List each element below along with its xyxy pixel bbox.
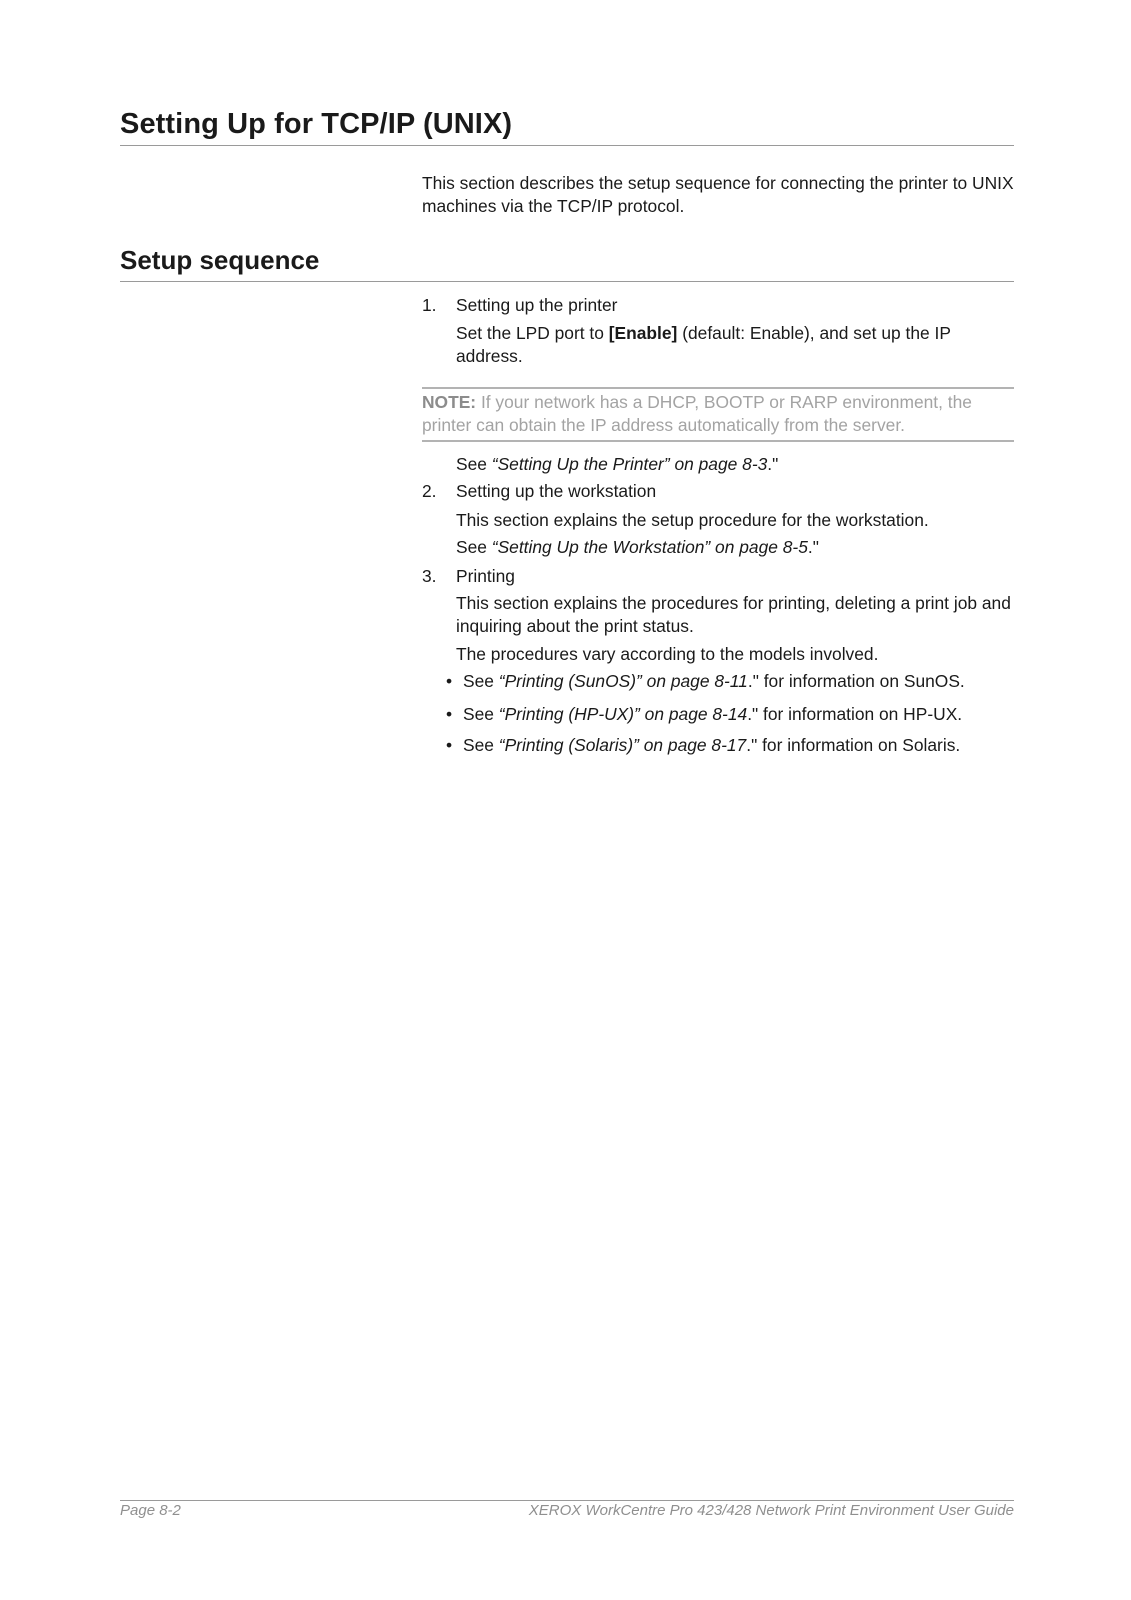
bullet-item	[463, 703, 1023, 726]
step-title: Printing	[456, 566, 515, 586]
reference-link[interactable]: “Setting Up the Printer” on page 8-3	[491, 454, 768, 474]
text-run: See	[463, 704, 499, 724]
footer-divider	[120, 1500, 1014, 1501]
reference-link[interactable]: “Printing (Solaris)” on page 8-17	[498, 735, 747, 755]
step-description: This section explains the procedures for printing, deleting a print job and inquiring about the print status.	[456, 593, 1011, 636]
section-heading: Setup sequence	[120, 245, 1014, 282]
step-description	[456, 322, 1016, 368]
reference-link[interactable]: “Printing (HP-UX)” on page 8-14	[498, 704, 748, 724]
reference-link[interactable]: “Setting Up the Workstation” on page 8-5	[491, 537, 808, 557]
note-box	[422, 387, 1014, 442]
bullet-item	[463, 670, 1023, 693]
text-run: Set the LPD port to	[456, 323, 609, 343]
cross-reference	[456, 536, 1016, 559]
step-title: Setting up the printer	[456, 295, 618, 315]
text-run: See	[463, 735, 499, 755]
text-run: See	[463, 671, 499, 691]
text-run: ."	[807, 537, 819, 557]
text-run: ." for information on HP-UX.	[747, 704, 963, 724]
step-description: The procedures vary according to the models involved.	[456, 644, 879, 664]
step-number: 2.	[422, 481, 437, 501]
page-title: Setting Up for TCP/IP (UNIX)	[120, 108, 1014, 146]
document-title: XEROX WorkCentre Pro 423/428 Network Print Environment User Guide	[528, 1502, 1014, 1519]
bullet-glyph: •	[446, 735, 453, 755]
intro-paragraph: This section describes the setup sequence for connecting the printer to UNIX machines via the TCP/IP protocol.	[422, 173, 1014, 216]
note-label: NOTE:	[422, 392, 477, 412]
cross-reference	[456, 453, 1016, 476]
text-run: (default: Enable), and set up the IP address.	[456, 323, 951, 366]
step-number: 3.	[422, 566, 437, 586]
text-run: See	[456, 537, 492, 557]
bullet-glyph: •	[446, 671, 453, 691]
note-text: If your network has a DHCP, BOOTP or RARP environment, the printer can obtain the IP address automatically from the server.	[422, 392, 972, 435]
bullet-glyph: •	[446, 704, 453, 724]
text-run: ." for information on Solaris.	[746, 735, 961, 755]
bullet-item	[463, 734, 1023, 757]
page-number: Page 8-2	[120, 1502, 181, 1519]
step-title: Setting up the workstation	[456, 481, 657, 501]
text-run: ."	[767, 454, 779, 474]
setting-value: [Enable]	[608, 323, 678, 343]
step-description: This section explains the setup procedure for the workstation.	[456, 510, 929, 530]
reference-link[interactable]: “Printing (SunOS)” on page 8-11	[498, 671, 748, 691]
step-number: 1.	[422, 295, 437, 315]
text-run: See	[456, 454, 492, 474]
text-run: ." for information on SunOS.	[747, 671, 965, 691]
